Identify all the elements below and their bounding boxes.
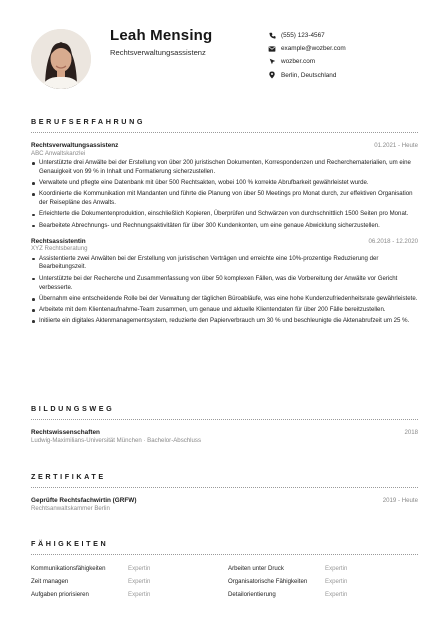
skill-level: Expertin [128, 578, 151, 585]
person-name: Leah Mensing [110, 27, 213, 44]
list-item: Verwaltete und pflegte eine Datenbank mit über 500 Rechtsakten, wobei 100 % korrekte Abrufbarkeit gewährleistet wurde. [31, 179, 418, 188]
education-section [31, 404, 418, 444]
skill-item [31, 565, 150, 572]
entry-company: ABC Anwaltskanzlei [31, 149, 86, 157]
phone-icon [268, 32, 276, 40]
contact-location-text: Berlin, Deutschland [281, 71, 337, 79]
contact-phone-text: (555) 123-4567 [281, 32, 325, 40]
certificate-title: Geprüfte Rechtsfachwirtin (GRFW) [31, 497, 137, 504]
entry-dates: 01.2021 - Heute [374, 142, 418, 149]
list-item: Initiierte ein digitales Aktenmanagementsystem, reduzierte den Papierverbrauch um 30 % und beschleunigte die Aktenabrufzeit um 25 %. [31, 317, 418, 326]
certificate-issuer: Rechtsanwaltskammer Berlin [31, 505, 110, 513]
skill-name: Organisatorische Fähigkeiten [228, 578, 308, 585]
location-pin-icon [268, 71, 276, 79]
avatar [31, 29, 91, 89]
section-divider [31, 554, 418, 555]
skills-grid [31, 565, 418, 609]
certificate-dates: 2019 - Heute [382, 497, 418, 504]
skill-name: Zeit managen [31, 578, 69, 585]
entry-title: Rechtsassistentin [31, 237, 86, 245]
section-divider [31, 487, 418, 488]
contact-email-text: example@wozber.com [281, 45, 346, 53]
list-item: Assistentierte zwei Anwälten bei der Erstellung von juristischen Verträgen und erreichte eine 10%-prozentige Reduzierung der Bearbeitungszeit. [31, 255, 418, 273]
skill-name: Kommunikationsfähigkeiten [31, 565, 106, 572]
certificate-entry [31, 497, 418, 512]
certificates-section [31, 472, 418, 512]
contact-email[interactable] [268, 42, 346, 55]
school-detail: Ludwig-Maximilians-Universität München · Bachelor-Abschluss [31, 437, 202, 445]
entry-header [31, 142, 418, 149]
skill-level: Expertin [325, 565, 348, 572]
entry-header [31, 429, 418, 436]
skills-heading: FÄHIGKEITEN [31, 539, 109, 548]
experience-section [31, 117, 418, 328]
list-item: Erleichterte die Dokumentenproduktion, einschließlich Kopieren, Überprüfen und Schwärzen von durchschnittlich 1500 Seiten pro Monat. [31, 210, 418, 219]
entry-header [31, 238, 418, 245]
skill-level: Expertin [128, 565, 151, 572]
skill-item [31, 578, 150, 585]
skill-level: Expertin [128, 591, 151, 598]
skill-item [228, 591, 347, 598]
skill-name: Arbeiten unter Druck [228, 565, 284, 572]
experience-heading: BERUFSERFAHRUNG [31, 117, 146, 126]
entry-header [31, 497, 418, 504]
list-item: Arbeitete mit dem Klientenaufnahme-Team zusammen, um genaue und aktuelle Klientendaten für über 200 Fälle bereitzustellen. [31, 306, 418, 315]
entry-dates: 06.2018 - 12.2020 [368, 237, 418, 245]
contact-location [268, 69, 346, 82]
skill-name: Aufgaben priorisieren [31, 591, 89, 598]
skill-item [228, 565, 347, 572]
experience-entry [31, 238, 418, 327]
skill-item [228, 578, 347, 585]
certificates-heading: ZERTIFIKATE [31, 472, 106, 481]
entry-title: Rechtsverwaltungsassistenz [31, 142, 119, 149]
graduation-year: 2018 [404, 429, 418, 436]
list-item: Unterstützte drei Anwälte bei der Erstellung von über 200 juristischen Dokumenten, Korrespondenzen und Recherchematerialien, um eine Genauigkeit von 99 % in Inhalt und Formatierung sicherzustellen. [31, 159, 418, 177]
list-item: Übernahm eine entscheidende Rolle bei der Verwaltung der täglichen Büroabläufe, was eine hohe Kundenzufriedenheitsrate gewährleistete. [31, 295, 418, 304]
profile-photo [31, 29, 91, 89]
experience-entry [31, 142, 418, 231]
contact-list [268, 29, 346, 82]
education-entry [31, 429, 418, 444]
resume-header [0, 0, 448, 102]
section-divider [31, 132, 418, 133]
section-divider [31, 419, 418, 420]
contact-website[interactable] [268, 55, 346, 68]
skill-level: Expertin [325, 591, 348, 598]
list-item: Koordinierte die Kommunikation mit Mandanten und führte die Planung von über 50 Meetings pro Monat durch, zur effektiven Organisation der Reisepläne des Anwalts. [31, 190, 418, 208]
skills-section [31, 539, 418, 609]
skill-item [31, 591, 150, 598]
skill-level: Expertin [325, 578, 348, 585]
list-item: Bearbeitete Abrechnungs- und Rechnungsaktivitäten für über 300 Kundenkonten, um eine genaue Abwicklung sicherzustellen. [31, 222, 418, 231]
contact-phone [268, 29, 346, 42]
bullet-list [31, 255, 418, 327]
entry-company: XYZ Rechtsberatung [31, 245, 88, 253]
education-heading: BILDUNGSWEG [31, 404, 115, 413]
link-icon [268, 58, 276, 66]
job-title: Rechtsverwaltungsassistenz [110, 48, 206, 57]
skill-name: Detailorientierung [228, 591, 276, 598]
email-icon [268, 45, 276, 53]
contact-website-text: wozber.com [281, 58, 316, 66]
degree-title: Rechtswissenschaften [31, 429, 100, 436]
list-item: Unterstützte bei der Recherche und Zusammenfassung von über 50 komplexen Fällen, was die Vorbereitung der Anwälte vor Gericht verbesserte. [31, 275, 418, 293]
bullet-list [31, 159, 418, 231]
